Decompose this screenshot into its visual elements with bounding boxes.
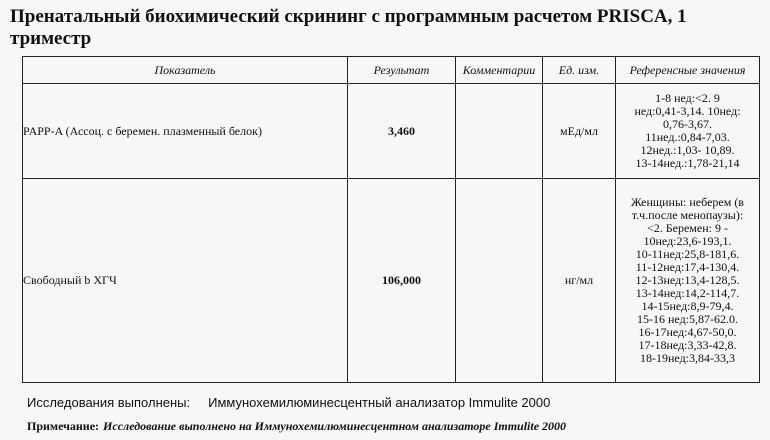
header-comments: Комментарии	[456, 57, 543, 84]
reference-line: 14-15нед:8,9-79,4.	[641, 299, 734, 313]
reference-line: <2. Беремен: 9 -	[647, 221, 728, 235]
reference-line: 18-19нед:3,84-33,3	[639, 351, 736, 365]
indicator-cell: PAPP-A (Ассоц. с беремен. плазменный белок)	[23, 84, 348, 179]
note-line	[27, 419, 566, 434]
reference-line: 13-14нед.:1,78-21,14	[635, 156, 740, 170]
reference-line: 11нед.:0,84-7,03.	[645, 130, 730, 144]
note-label: Примечание:	[27, 419, 100, 433]
reference-line: 11-12нед:17,4-130,4.	[635, 260, 740, 274]
reference-line: 10-11нед:25,8-181,6.	[635, 247, 740, 261]
reference-cell	[616, 179, 760, 383]
reference-line: 1-8 нед:<2. 9	[655, 91, 720, 105]
table-row	[23, 84, 760, 179]
reference-line: 17-18нед:3,33-42,8.	[638, 338, 737, 352]
header-reference: Референсные значения	[616, 57, 760, 84]
reference-line: 12нед.:1,03- 10,89.	[640, 143, 735, 157]
header-indicator: Показатель	[23, 57, 348, 84]
note-text: Исследование выполнено на Иммунохемилюминесцентном анализаторе Immulite 2000	[103, 419, 567, 433]
comment-cell	[456, 179, 543, 383]
reference-line: 13-14нед:14,2-114,7.	[635, 286, 740, 300]
table-header-row	[23, 57, 760, 84]
reference-cell	[616, 84, 760, 179]
result-cell: 3,460	[348, 84, 456, 179]
comment-cell	[456, 84, 543, 179]
result-cell: 106,000	[348, 179, 456, 383]
reference-line: Женщины: неберем (в	[631, 195, 744, 209]
table-row	[23, 179, 760, 383]
reference-line: нед:0,41-3,14. 10нед:	[634, 104, 741, 118]
reference-line: т.ч.после менопаузы):	[631, 208, 744, 222]
unit-cell: мЕд/мл	[543, 84, 616, 179]
header-result: Результат	[348, 57, 456, 84]
reference-line: 0,76-3,67.	[663, 117, 712, 131]
reference-line: 12-13нед:13,4-128,5.	[635, 273, 740, 287]
reference-line: 16-17нед:4,67-50,0.	[638, 325, 737, 339]
performed-by-line	[27, 395, 550, 410]
reference-line: 10нед:23,6-193,1.	[643, 234, 732, 248]
performed-value: Иммунохемилюминесцентный анализатор Immulite 2000	[208, 395, 551, 410]
performed-label: Исследования выполнены:	[27, 395, 191, 410]
indicator-cell: Свободный b ХГЧ	[23, 179, 348, 383]
page-title: Пренатальный биохимический скрининг с программным расчетом PRISCA, 1 триместр	[10, 6, 687, 49]
results-table	[22, 56, 760, 383]
reference-line: 15-16 нед:5,87-62.0.	[636, 312, 739, 326]
header-unit: Ед. изм.	[543, 57, 616, 84]
unit-cell: нг/мл	[543, 179, 616, 383]
